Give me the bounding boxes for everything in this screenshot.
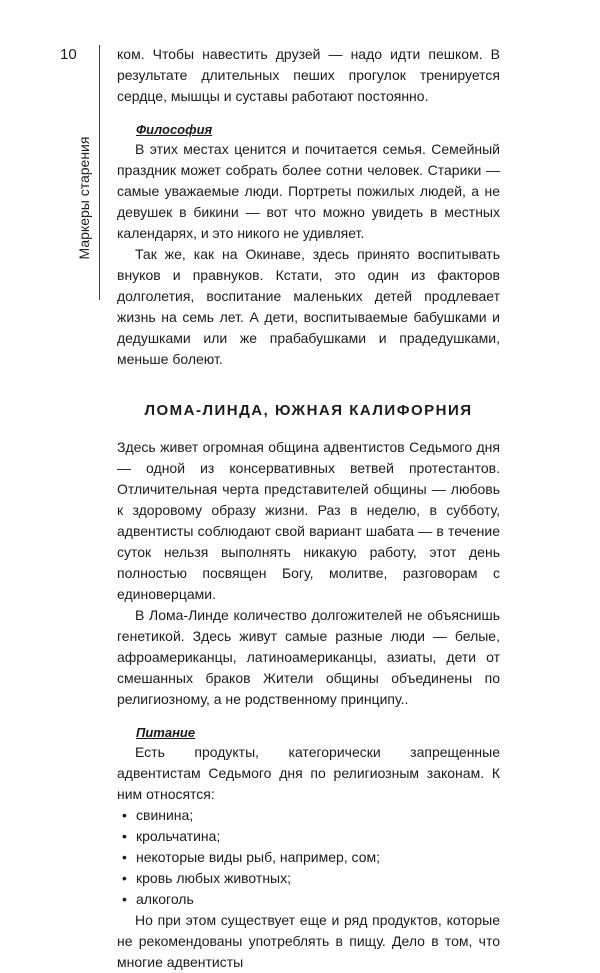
list-item-text: кровь любых животных; xyxy=(136,870,291,886)
section-title: ЛОМА-ЛИНДА, ЮЖНАЯ КАЛИФОРНИЯ xyxy=(144,402,473,419)
list-item-text: алкоголь xyxy=(136,891,194,907)
margin-rule xyxy=(99,45,100,300)
loma-linda-paragraph-1: Здесь живет огромная община адвентистов Седьмого дня — одной из консервативных ветвей протестантов. Отличительная черта представителей общины — любовь к здоровому образу жизни. Раз в неделю, в субботу, адвентисты соблюдают свой вариант шабата — в течение суток нельзя выполнять никакую работу, этот день полностью посвящен Богу, молитве, разговорам с единоверцами. xyxy=(117,439,500,602)
list-item-text: свинина; xyxy=(136,807,194,823)
list-item xyxy=(117,805,500,826)
nutrition-paragraph-1: Есть продукты, категорически запрещенные адвентистам Седьмого дня по религиозным законам. К ним относятся: xyxy=(117,744,500,802)
forbidden-foods-list xyxy=(117,805,500,910)
running-head: Маркеры старения xyxy=(76,136,92,260)
text-column xyxy=(117,44,500,973)
list-item xyxy=(117,889,500,910)
list-item xyxy=(117,847,500,868)
list-item xyxy=(117,826,500,847)
philosophy-paragraph-2: Так же, как на Окинаве, здесь принято воспитывать внуков и правнуков. Кстати, это один из факторов долголетия, воспитание маленьких детей продлевает жизнь на семь лет. А дети, воспитываемые бабушками и дедушками или же прабабушками и прадедушками, меньше болеют. xyxy=(117,246,500,367)
list-item xyxy=(117,868,500,889)
bullet-icon: • xyxy=(122,849,127,865)
bullet-icon: • xyxy=(122,807,127,823)
philosophy-paragraph-1: В этих местах ценится и почитается семья. Семейный праздник может собрать более сотни человек. Старики — самые уважаемые люди. Портреты пожилых людей, а не девушек в бикини — вот что можно увидеть в местных календарях, и это никого не удивляет. xyxy=(117,141,500,241)
list-item-text: некоторые виды рыб, например, сом; xyxy=(136,849,381,865)
philosophy-heading: Философия xyxy=(136,122,213,137)
bullet-icon: • xyxy=(122,870,127,886)
page-number: 10 xyxy=(60,46,77,63)
list-item-text: крольчатина; xyxy=(136,828,221,844)
bullet-icon: • xyxy=(122,828,127,844)
nutrition-heading: Питание xyxy=(136,725,196,740)
intro-continuation-paragraph: ком. Чтобы навестить друзей — надо идти пешком. В результате длительных пеших прогулок тренируется сердце, мышцы и суставы работают постоянно. xyxy=(117,46,500,104)
bullet-icon: • xyxy=(122,891,127,907)
loma-linda-paragraph-2: В Лома-Линде количество долгожителей не объяснишь генетикой. Здесь живут самые разные люди — белые, афроамериканцы, латиноамериканцы, азиаты, дети от смешанных браков Жители общины объединены по религиозному, а не родственному принципу.. xyxy=(117,607,500,707)
nutrition-paragraph-2: Но при этом существует еще и ряд продуктов, которые не рекомендованы употреблять в пищу. Дело в том, что многие адвентисты xyxy=(117,912,500,970)
running-head-container xyxy=(74,130,94,270)
